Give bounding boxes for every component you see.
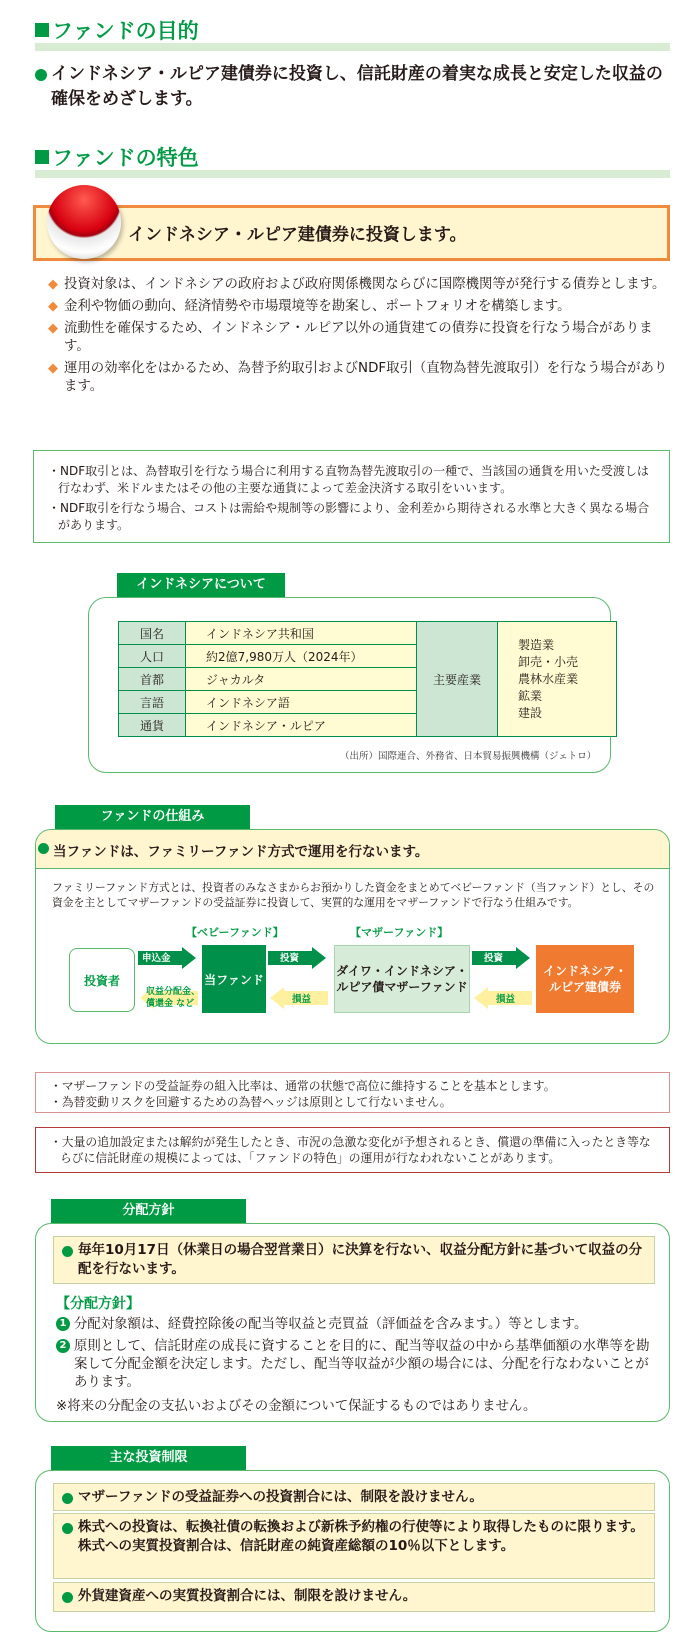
bullet-dot-icon [62, 1493, 73, 1504]
list-item: ◆ 流動性を確保するため、インドネシア・ルピア以外の通貨建ての債券に投資を行なう場合があります。 [48, 320, 668, 356]
policy-text: 原則として、信託財産の成長に資することを目的に、配当等収益の中から基準価額の水準等を勘案して分配金額を決定します。ただし、配当等収益が少額の場合には、分配を行なわないことがあります。 [74, 1339, 650, 1390]
industry-list [498, 622, 617, 737]
ndf-note-box [33, 450, 670, 543]
policy-text: 分配対象額は、経費控除後の配当等収益と売買益（評価益を含みます。）等とします。 [74, 1317, 588, 1332]
distribution-headline-box [53, 1236, 655, 1284]
mother-fund-note-box [35, 1072, 670, 1113]
section-underline [35, 170, 670, 178]
restriction-text: 外貨建資産への実質投資割合には、制限を設けません。 [78, 1588, 417, 1604]
note-item: ・NDF取引とは、為替取引を行なう場合に利用する直物為替先渡取引の一種で、当該国の通貨を用いた受渡しは行なわず、米ドルまたはその他の主要な通貨によって差金決済する取引をいいます。 [48, 464, 649, 495]
this-fund-node [202, 945, 266, 1013]
note-item: ・大量の追加設定または解約が発生したとき、市況の急激な変化が予想されるとき、償還の準備に入ったとき等ならびに信託財産の規模によっては、「ファンドの特色」の運用が行なわれないことがあります。 [50, 1135, 651, 1165]
bond-line: インドネシア・ [543, 964, 627, 978]
features-section-header [35, 145, 670, 177]
feature-box [33, 205, 670, 261]
mechanism-headline-bar [36, 830, 669, 869]
industry-item: 建設 [518, 705, 543, 720]
policy-list [56, 1316, 661, 1416]
number-badge: 2 [56, 1339, 70, 1353]
number-badge: 1 [56, 1317, 70, 1331]
bond-line: ルピア建債券 [548, 980, 621, 994]
industry-item: 鉱業 [518, 688, 543, 703]
arrow-label-invest: 投資 [280, 953, 300, 964]
feature-ball-icon [47, 185, 121, 259]
restriction-item-box [53, 1582, 655, 1612]
investor-label: 投資者 [83, 973, 120, 988]
bullet-dot-icon [62, 1523, 73, 1534]
restriction-text: 株式への投資は、転換社債の転換および新株予約権の行使等により取得したものに限ります。 [78, 1519, 644, 1535]
restrictions-tab: 主な投資制限 [51, 1446, 246, 1470]
note-item: ・マザーファンドの受益証券の組入比率は、通常の状態で高位に維持することを基本とします。 [50, 1079, 556, 1093]
arrow-label-apply: 申込金 [142, 953, 171, 964]
arrow-label-return [146, 986, 200, 1010]
source-note: （出所）国際連合、外務省、日本貿易振興機構（ジェトロ） [340, 751, 597, 762]
table-cell-label: 言語 [119, 691, 186, 714]
arrow-label-pl: 損益 [496, 994, 516, 1005]
indonesia-tab: インドネシアについて [117, 573, 285, 597]
bullet-dot-icon [62, 1592, 73, 1603]
list-item: ◆ 金利や物価の動向、経済情勢や市場環境等を勘案し、ポートフォリオを構築します。 [48, 298, 668, 316]
list-item [56, 1316, 661, 1334]
restriction-text: マザーファンドの受益証券への投資割合には、制限を設けません。 [78, 1489, 483, 1505]
mechanism-tab: ファンドの仕組み [55, 805, 250, 829]
section-square-icon [35, 150, 49, 164]
indonesia-table [118, 621, 617, 737]
policy-disclaimer: ※将来の分配金の支払いおよびその金額について保証するものではありません。 [56, 1399, 537, 1414]
section-title: ファンドの目的 [52, 19, 199, 43]
feature-bullet-list [48, 276, 668, 400]
arrow-label-invest: 投資 [484, 953, 504, 964]
table-cell-label: 首都 [119, 668, 186, 691]
purpose-text: インドネシア・ルピア建債券に投資し、信託財産の着実な成長と安定した収益の確保をめざします。 [51, 64, 663, 109]
purpose-section-header [35, 18, 670, 50]
table-cell-label: 通貨 [119, 714, 186, 737]
mechanism-description: ファミリーファンド方式とは、投資者のみなさまからお預かりした資金をまとめてベビーファンド（当ファンド）とし、その資金を主としてマザーファンドの受益証券に投資して、実質的な運用をマザーファンドで行なう仕組みです。 [52, 881, 655, 909]
table-cell-value: ジャカルタ [186, 668, 417, 691]
list-item: ◆ 投資対象は、インドネシアの政府および政府関係機関ならびに国際機関等が発行する債券とします。 [48, 276, 668, 294]
bullet-dot-icon [62, 1246, 73, 1257]
mechanism-headline: 当ファンドは、ファミリーファンド方式で運用を行ないます。 [53, 844, 429, 860]
baby-fund-label: 【ベビーファンド】 [186, 926, 284, 939]
mother-fund-line: ルピア債マザーファンド [336, 980, 468, 994]
restriction-item-box [53, 1513, 655, 1579]
list-item: ◆ 運用の効率化をはかるため、為替予約取引およびNDF取引（直物為替先渡取引）を行なう場合があります。 [48, 360, 668, 396]
table-cell-value: インドネシア共和国 [186, 622, 417, 645]
bond-node [536, 945, 634, 1013]
policy-title: 【分配方針】 [56, 1296, 140, 1312]
section-underline [35, 43, 670, 51]
section-title: ファンドの特色 [52, 146, 199, 170]
arrow-label-line: 償還金 など [146, 999, 195, 1009]
distribution-tab: 分配方針 [51, 1199, 246, 1223]
bullet-dot-icon [35, 69, 47, 81]
table-cell-label: 人口 [119, 645, 186, 668]
bullet-dot-icon [38, 843, 49, 854]
industry-item: 製造業 [518, 637, 555, 652]
table-cell-value: インドネシア・ルピア [186, 714, 417, 737]
purpose-text-block [35, 62, 675, 112]
section-square-icon [35, 23, 49, 37]
table-row [119, 622, 617, 645]
restriction-item-box [53, 1483, 655, 1511]
arrow-label-pl: 損益 [292, 994, 312, 1005]
table-cell-label: 国名 [119, 622, 186, 645]
distribution-headline: 毎年10月17日（休業日の場合翌営業日）に決算を行ない、収益分配方針に基づいて収益の分配を行ないます。 [78, 1242, 643, 1277]
mother-fund-label: 【マザーファンド】 [350, 926, 449, 939]
exception-note-box [35, 1127, 670, 1173]
industry-item: 卸売・小売 [518, 654, 579, 669]
restriction-text: 株式への実質投資割合は、信託財産の純資産総額の10％以下とします。 [78, 1538, 515, 1554]
arrow-label-line: 収益分配金、 [146, 987, 201, 997]
table-cell-value: インドネシア語 [186, 691, 417, 714]
feature-title: インドネシア・ルピア建債券に投資します。 [128, 225, 467, 245]
industry-label: 主要産業 [417, 622, 498, 737]
list-item [56, 1338, 661, 1392]
this-fund-label: 当ファンド [204, 972, 264, 987]
table-cell-value: 約2億7,980万人（2024年） [186, 645, 417, 668]
investor-node [69, 948, 135, 1012]
note-item: ・NDF取引を行なう場合、コストは需給や規制等の影響により、金利差から期待される水準と大きく異なる場合があります。 [48, 501, 650, 532]
mother-fund-node [334, 945, 470, 1013]
industry-item: 農林水産業 [518, 671, 579, 686]
mother-fund-line: ダイワ・インドネシア・ [336, 964, 468, 978]
note-item: ・為替変動リスクを回避するための為替ヘッジは原則として行ないません。 [50, 1095, 452, 1109]
